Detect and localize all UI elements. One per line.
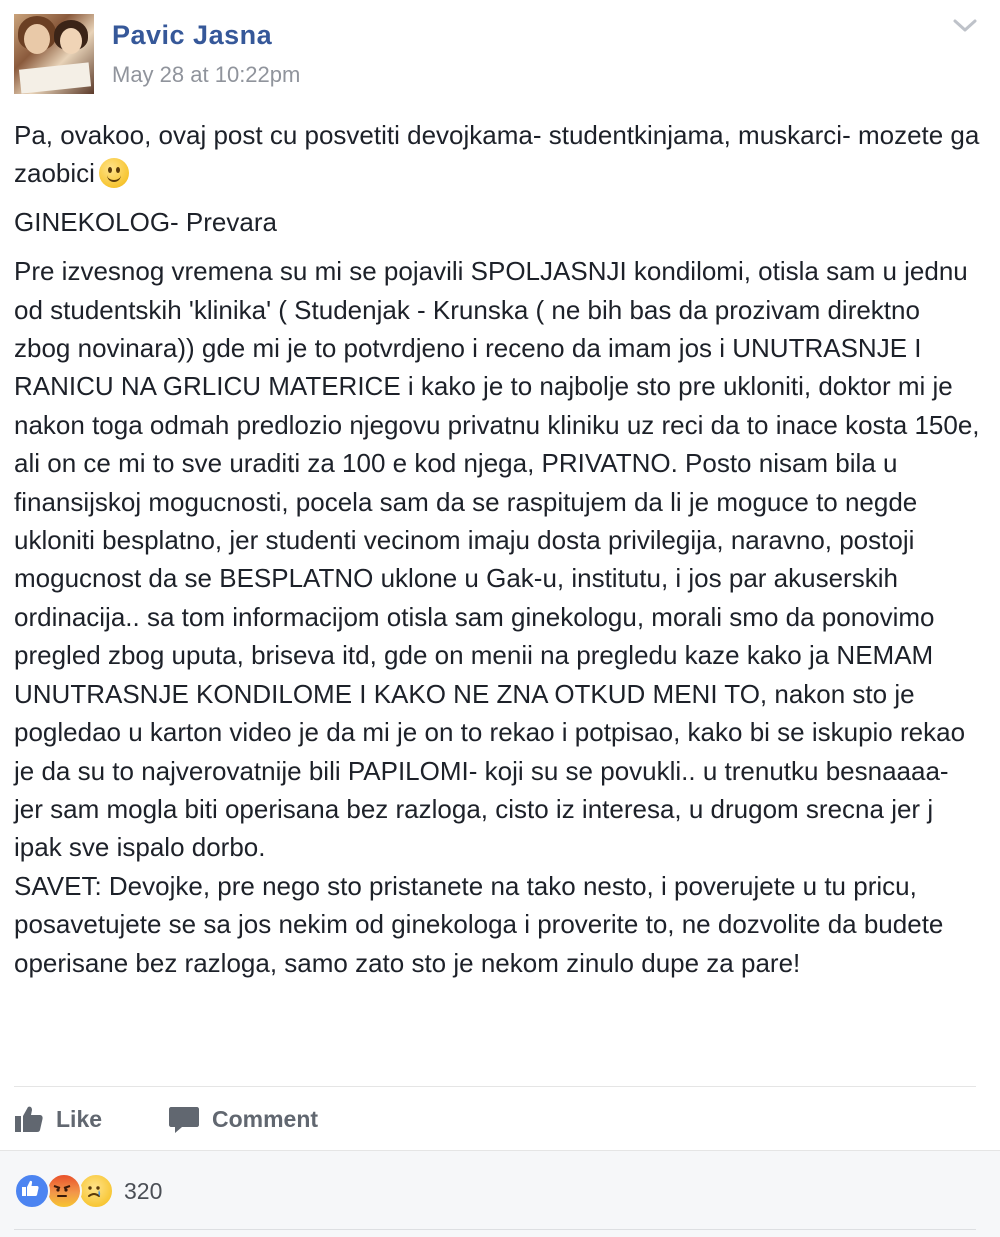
post-content [14,116,980,982]
like-label: Like [56,1105,103,1132]
sad-icon [78,1173,114,1209]
chevron-down-icon[interactable] [952,16,978,36]
avatar[interactable] [14,14,94,94]
reaction-summary[interactable] [14,1173,162,1209]
post-header [14,14,986,96]
angry-icon [46,1173,82,1209]
reactions-bar [0,1150,1000,1237]
post-heading: GINEKOLOG- Prevara [14,206,277,237]
post-timestamp[interactable]: May 28 at 10:22pm [112,62,301,87]
comment-icon [168,1104,200,1134]
comment-button[interactable] [168,1096,318,1142]
like-icon [14,1173,50,1209]
post-body: Pre izvesnog vremena su mi se pojavili SPOLJASNJI kondilomi, otisla sam u jednu od studentskih 'klinika' ( Studenjak - Krunska ( ne bih bas da prozivam direktno zbog novinara)) gde mi je to potvrdjeno i receno da imam jos i UNUTRASNJE I RANICU NA GRLICU MATERICE i kako je to najbolje sto pre ukloniti, doktor mi je nakon toga odmah predlozio njegovu privatnu kliniku uz reci da to inace kosta 150e, ali on ce mi to sve uraditi za 100 e kod njega, PRIVATNO. Posto nisam bila u finansijskoj mogucnosti, pocela sam da se raspitujem da li je moguce to negde ukloniti besplatno, jer studenti vecinom imaju dosta privilegija, naravno, postoji mogucnost da se BESPLATNO uklone u Gak-u, institutu, i jos par akuserskih ordinacija.. sa tom informacijom otisla sam ginekologu, morali smo da ponovimo pregled zbog uputa, briseva itd, gde on menii na pregledu kaze kako ja NEMAM UNUTRASNJE KONDILOME I KAKO NE ZNA OTKUD MENI TO, nakon sto je pogledao u karton video je da mi je on to rekao i potpisao, kako bi se iskupio rekao je da su to najverovatnije bili PAPILOMI- koji su se povukli.. u trenutku besnaaaa- jer sam mogla biti operisana bez razloga, cisto iz interesa, u drugom srecna jer j ipak sve ispalo dorbo. SAVET: Devojke, pre nego sto pristanete na tako nesto, i poverujete u tu pricu, posavetujete se sa jos nekim od ginekologa i proverite to, ne dozvolite da budete operisane bez razloga, samo zato sto je nekom zinulo dupe za pare! [14,256,980,978]
reaction-count: 320 [124,1177,163,1204]
comment-label: Comment [212,1105,319,1132]
post-intro: Pa, ovakoo, ovaj post cu posvetiti devojkama- studentkinjama, muskarci- mozete ga zaobici [14,120,980,189]
thumbs-up-icon [14,1104,44,1134]
divider [14,1086,976,1087]
divider [14,1229,976,1230]
author-name[interactable]: Pavic Jasna [112,20,273,50]
like-button[interactable] [14,1096,102,1142]
post-actions [14,1096,976,1142]
smiley-emoji-icon [99,158,129,188]
